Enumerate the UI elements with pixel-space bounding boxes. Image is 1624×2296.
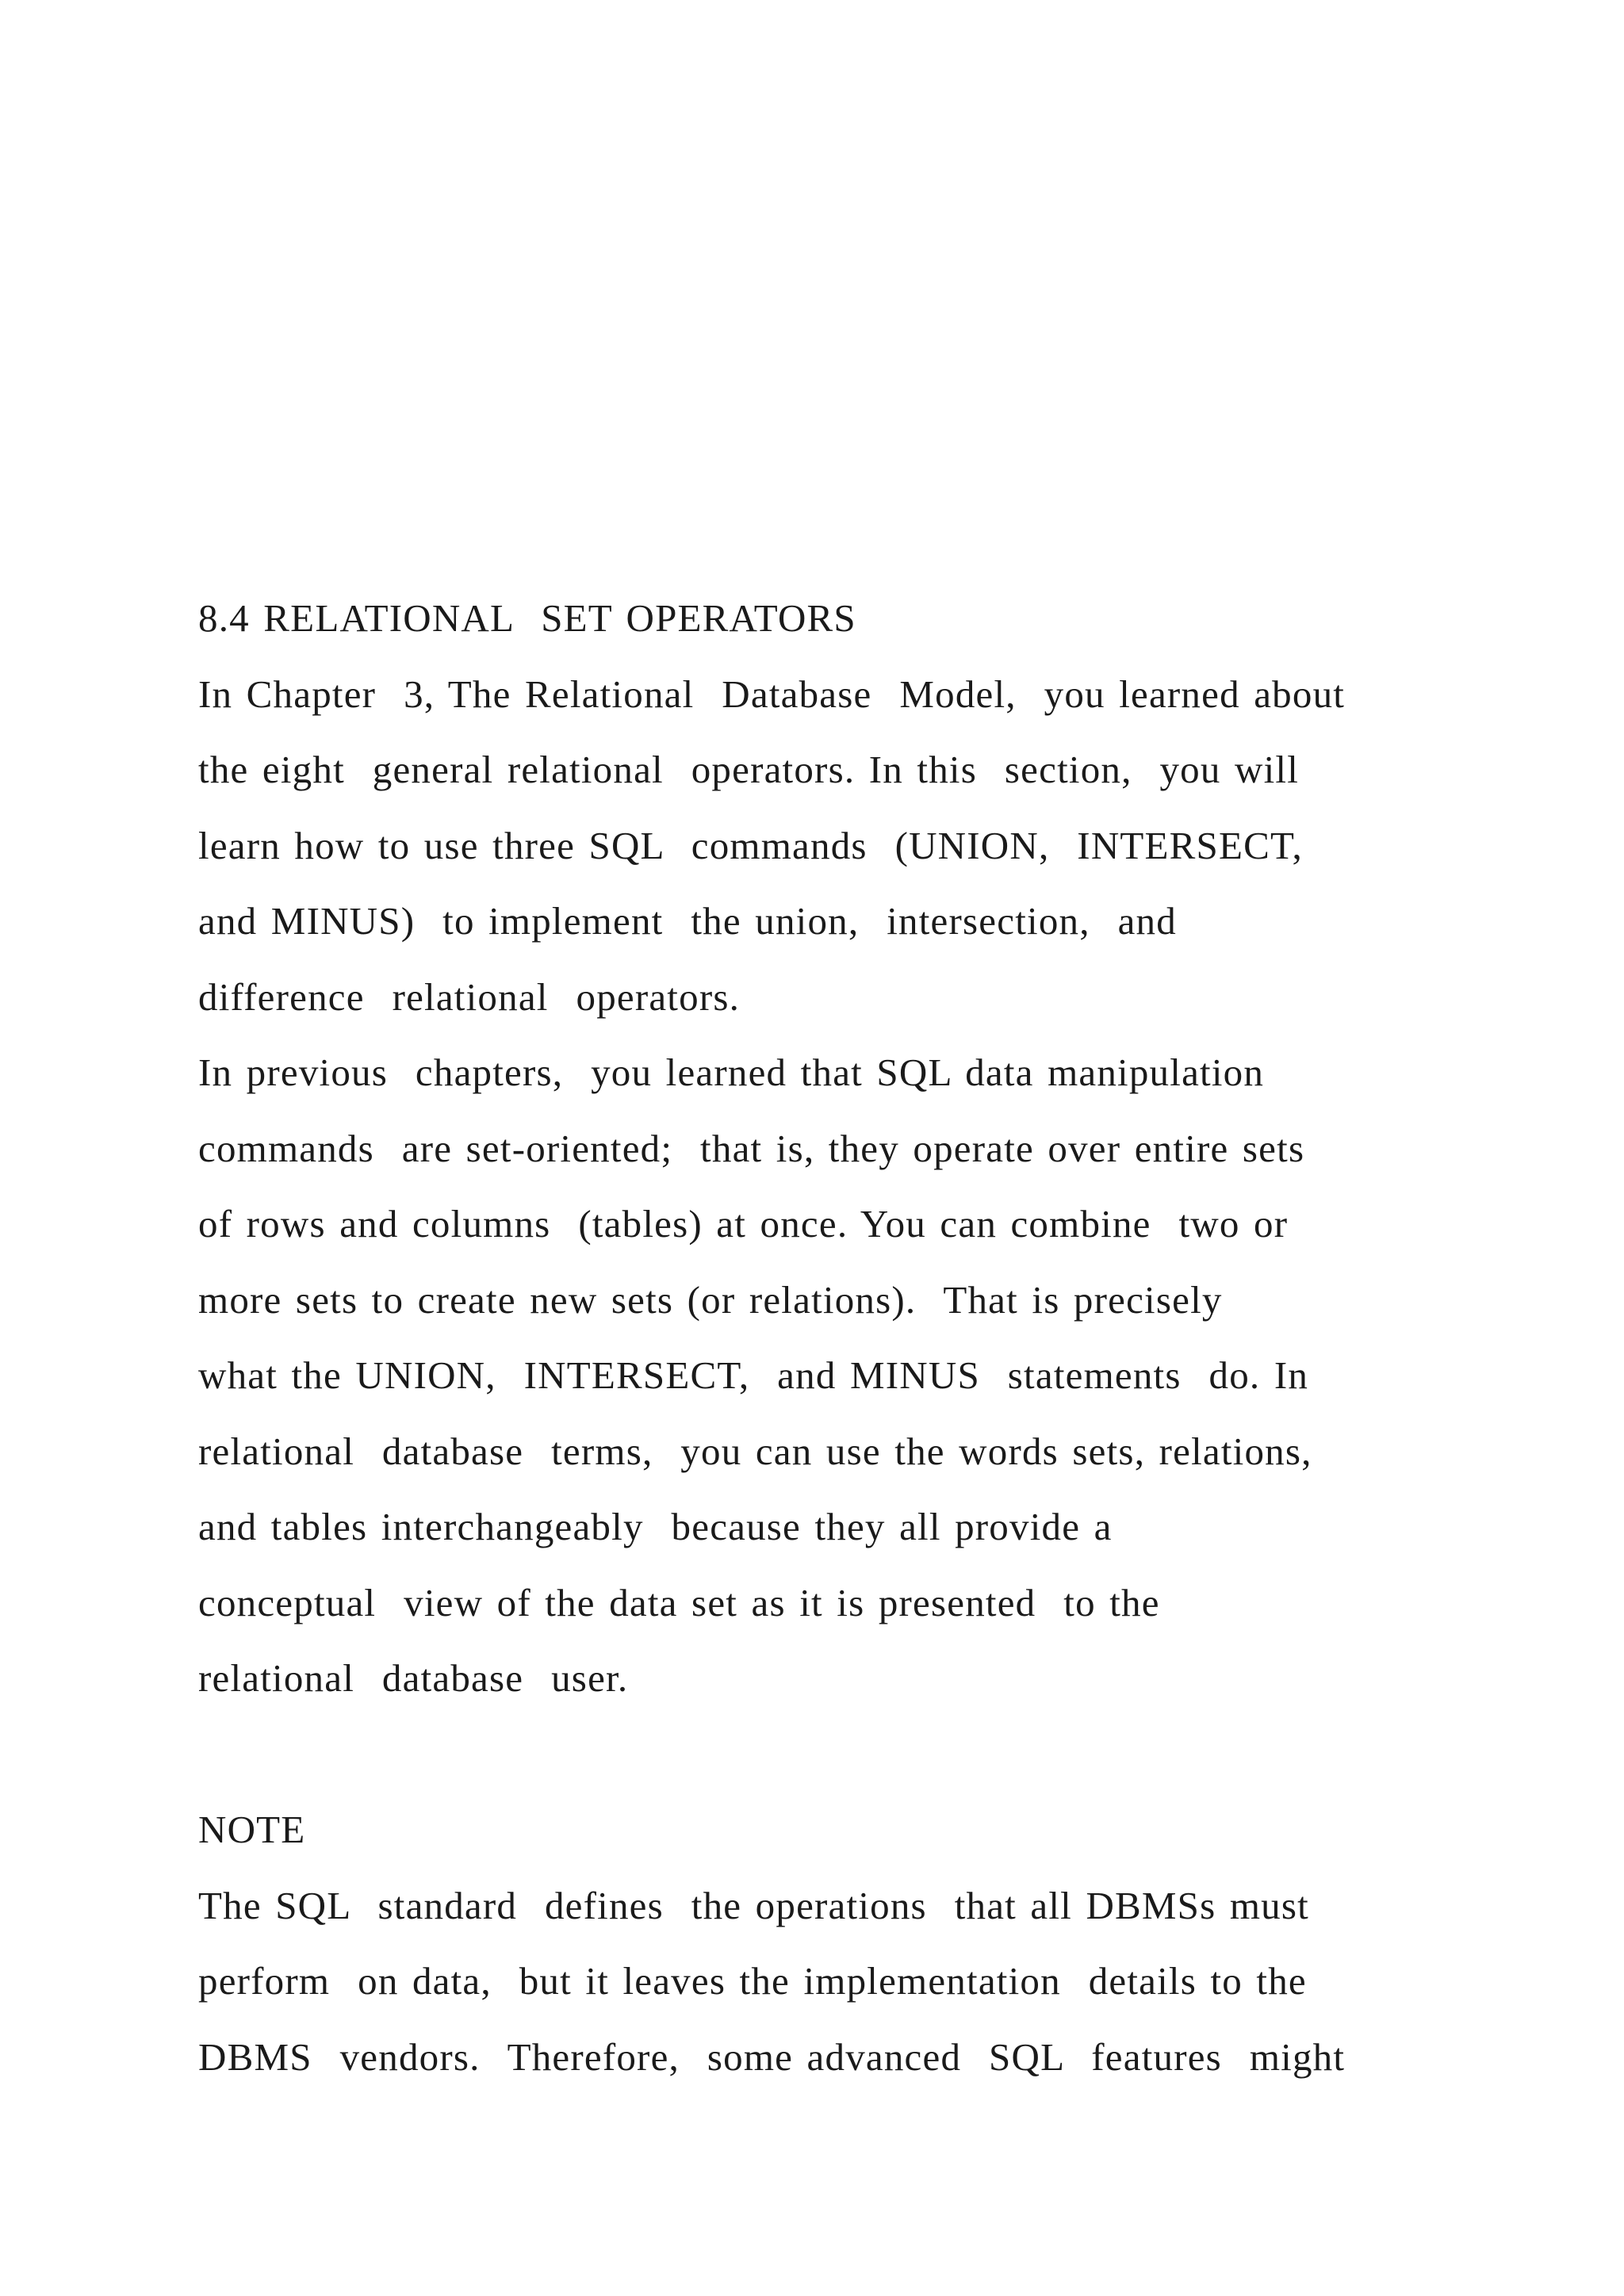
paragraph-2-line: relational database terms, you can use the words sets, relations,	[198, 1429, 1312, 1473]
note-line: perform on data, but it leaves the implementation details to the	[198, 1959, 1307, 2003]
paragraph-1-line: In Chapter 3, The Relational Database Model, you learned about	[198, 672, 1346, 716]
paragraph-2-line: commands are set-oriented; that is, they operate over entire sets	[198, 1126, 1305, 1170]
note-line: DBMS vendors. Therefore, some advanced SQL features might	[198, 2034, 1346, 2079]
paragraph-1-line: the eight general relational operators. In this section, you will	[198, 748, 1300, 791]
paragraph-1-line: and MINUS) to implement the union, intersection, and	[198, 899, 1177, 943]
note-line: The SQL standard defines the operations that all DBMSs must	[198, 1883, 1309, 1927]
paragraph-2-line: what the UNION, INTERSECT, and MINUS statements do. In	[198, 1353, 1309, 1397]
note-label: NOTE	[198, 1808, 306, 1851]
paragraph-2-line: conceptual view of the data set as it is presented to the	[198, 1580, 1160, 1624]
paragraph-2-line: and tables interchangeably because they all provide a	[198, 1505, 1113, 1548]
paragraph-2-line: more sets to create new sets (or relations). That is precisely	[198, 1277, 1223, 1322]
section-heading: 8.4 RELATIONAL SET OPERATORS	[198, 596, 856, 640]
paragraph-2-line: of rows and columns (tables) at once. You can combine two or	[198, 1202, 1289, 1246]
text-block	[198, 580, 1562, 2095]
paragraph-1-line: learn how to use three SQL commands (UNION, INTERSECT,	[198, 823, 1303, 867]
paragraph-2-line: relational database user.	[198, 1656, 629, 1700]
blank-line	[198, 1716, 1562, 1793]
paragraph-2-line: In previous chapters, you learned that SQL data manipulation	[198, 1050, 1265, 1094]
paragraph-1-line: difference relational operators.	[198, 974, 741, 1019]
